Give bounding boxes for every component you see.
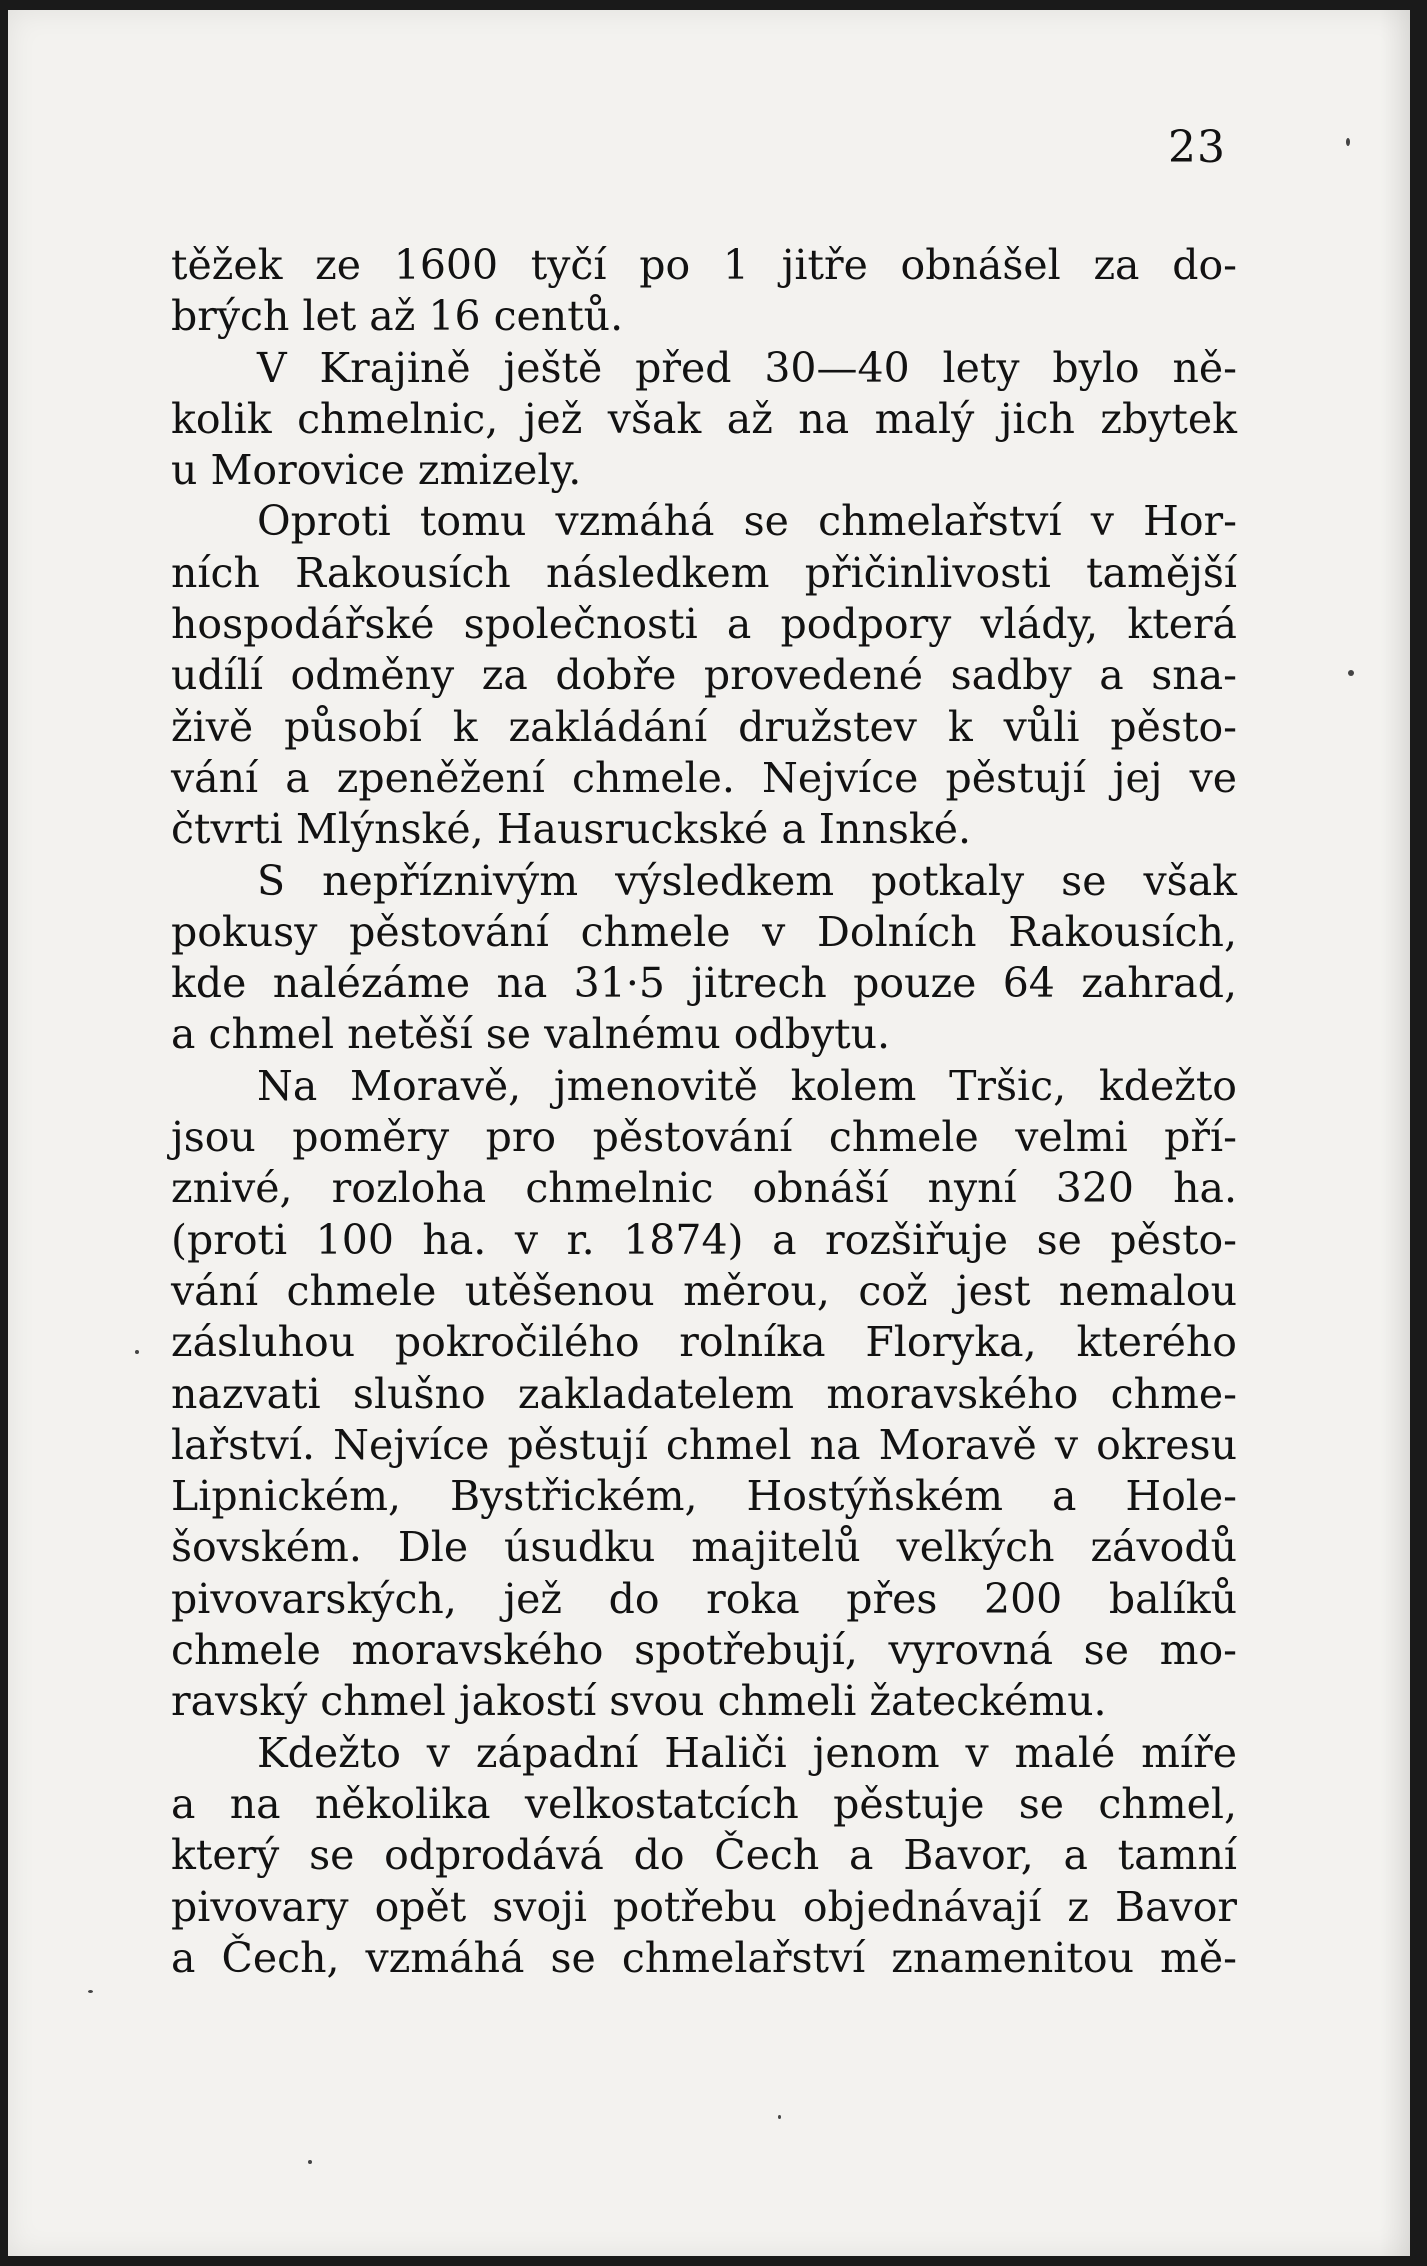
text-line: živě působí k zakládání družstev k vůli pěsto- (171, 702, 1237, 751)
text-line: kde nalézáme na 31·5 jitrech pouze 64 zahrad, (171, 959, 1237, 1008)
text-line: pokusy pěstování chmele v Dolních Rakousích, (171, 907, 1237, 956)
text-line: šovském. Dle úsudku majitelů velkých závodů (171, 1523, 1237, 1572)
paper-speck (135, 1350, 139, 1354)
text-line: u Morovice zmizely. (171, 446, 582, 495)
text-line: Lipnickém, Bystřickém, Hostýňském a Hole- (171, 1472, 1237, 1521)
text-line: ravský chmel jakostí svou chmeli žateckému. (171, 1677, 1107, 1726)
text-line: (proti 100 ha. v r. 1874) a rozšiřuje se pěsto- (171, 1215, 1237, 1264)
text-line: chmele moravského spotřebují, vyrovná se mo- (171, 1626, 1237, 1675)
text-line: Na Moravě, jmenovitě kolem Tršic, kdežto (257, 1061, 1237, 1110)
text-line: nazvati slušno zakladatelem moravského chme- (171, 1369, 1237, 1418)
text-line: který se odprodává do Čech a Bavor, a tamní (171, 1831, 1237, 1880)
text-line: znivé, rozloha chmelnic obnáší nyní 320 ha. (171, 1164, 1237, 1213)
paper-speck (1346, 138, 1350, 146)
text-line: Kdežto v západní Haliči jenom v malé míře (257, 1728, 1237, 1777)
text-line: lařství. Nejvíce pěstují chmel na Moravě v okresu (171, 1420, 1237, 1469)
paper-speck (778, 2115, 781, 2119)
text-line: vání chmele utěšenou měrou, což jest nemalou (171, 1266, 1237, 1315)
body-text (171, 240, 1237, 1984)
text-line: Oproti tomu vzmáhá se chmelařství v Hor- (257, 497, 1237, 546)
text-line: V Krajině ještě před 30—40 lety bylo ně- (257, 343, 1237, 392)
text-line: ních Rakousích následkem přičinlivosti tamější (171, 548, 1237, 597)
text-line: udílí odměny za dobře provedené sadby a sna- (171, 651, 1237, 700)
text-line: brých let až 16 centů. (171, 292, 624, 341)
page-edge-shadow (1380, 10, 1410, 2256)
page-number: 23 (1168, 122, 1226, 173)
text-line: vání a zpeněžení chmele. Nejvíce pěstují jej ve (171, 753, 1237, 802)
text-line: a Čech, vzmáhá se chmelařství znamenitou mě- (171, 1933, 1237, 1982)
text-line: těžek ze 1600 tyčí po 1 jitře obnášel za do- (171, 241, 1237, 289)
text-line: jsou poměry pro pěstování chmele velmi pří- (171, 1113, 1237, 1162)
text-line: S nepříznivým výsledkem potkaly se však (257, 856, 1237, 905)
paper-speck (88, 1990, 93, 1993)
paper-speck (308, 2160, 312, 2164)
text-line: pivovarských, jež do roka přes 200 balíků (171, 1574, 1237, 1623)
text-line: a chmel netěší se valnému odbytu. (171, 1010, 891, 1059)
text-line: čtvrti Mlýnské, Hausruckské a Innské. (171, 805, 972, 854)
text-line: kolik chmelnic, jež však až na malý jich zbytek (171, 394, 1237, 443)
text-line: hospodářské společnosti a podpory vlády, která (171, 600, 1237, 649)
text-line: zásluhou pokročilého rolníka Floryka, kterého (171, 1318, 1237, 1367)
book-page (8, 10, 1410, 2256)
text-line: pivovary opět svoji potřebu objednávají z Bavor (171, 1882, 1237, 1931)
text-line: a na několika velkostatcích pěstuje se chmel, (171, 1779, 1237, 1828)
paper-speck (1348, 670, 1354, 676)
